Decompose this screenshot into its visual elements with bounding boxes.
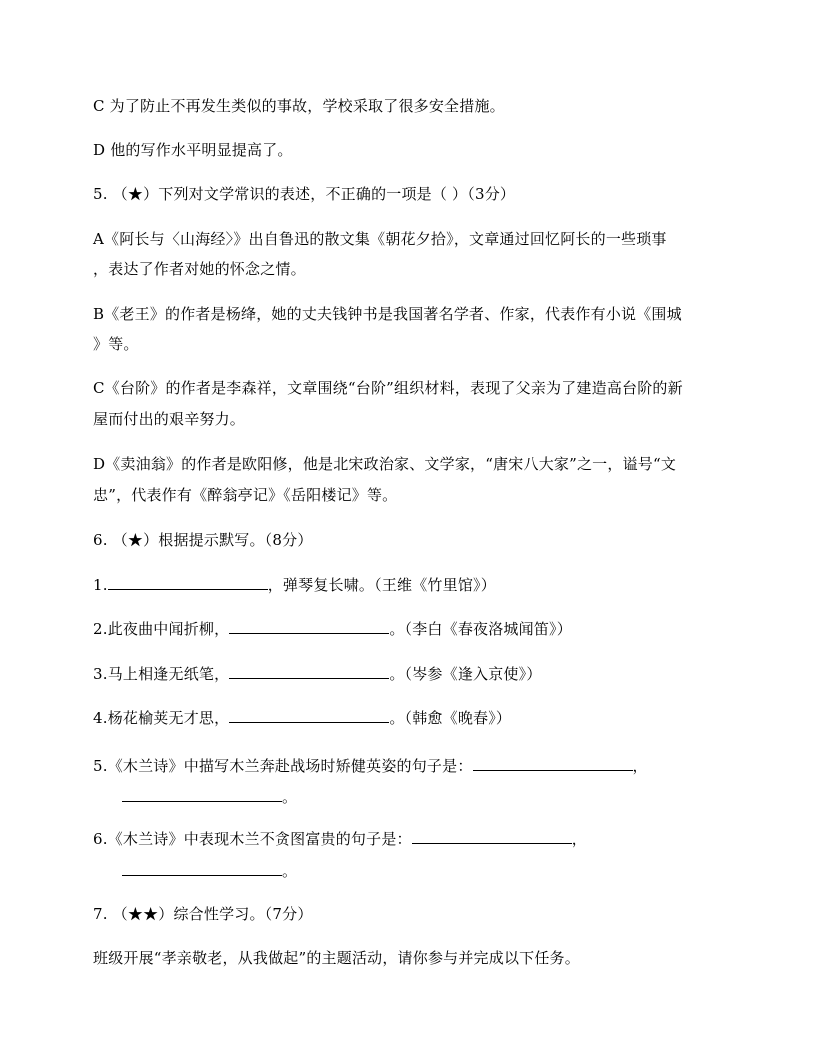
q6-item-4-source: 。（韩愈《晚春》） xyxy=(389,709,512,727)
q7-intro: 班级开展“孝亲敬老，从我做起”的主题活动，请你参与并完成以下任务。 xyxy=(93,949,580,967)
answer-blank-2[interactable] xyxy=(229,619,389,634)
q6-item-6-comma: ， xyxy=(571,830,587,848)
q6-item-5-end: 。 xyxy=(282,788,298,806)
q6-item-4-text: 4.杨花榆荚无才思， xyxy=(93,709,230,727)
q5-option-b-line2: 》等。 xyxy=(93,335,139,353)
answer-blank-1[interactable] xyxy=(108,575,268,590)
q6-item-2-text: 2.此夜曲中闻折柳， xyxy=(93,620,230,638)
q5-option-a-line2: ，表达了作者对她的怀念之情。 xyxy=(93,260,306,278)
q6-item-2-source: 。（李白《春夜洛城闻笛》） xyxy=(389,620,572,638)
answer-blank-6b[interactable] xyxy=(122,861,282,876)
q6-item-6 xyxy=(93,829,587,849)
answer-blank-6a[interactable] xyxy=(412,829,572,844)
q6-item-6-end: 。 xyxy=(282,862,298,880)
q6-item-3-text: 3.马上相逢无纸笔， xyxy=(93,665,230,683)
q6-item-3-source: 。（岑参《逢入京使》） xyxy=(389,665,542,683)
q4-option-d: D 他的写作水平明显提高了。 xyxy=(93,141,293,159)
q6-item-6-text: 6.《木兰诗》中表现木兰不贪图富贵的句子是： xyxy=(93,830,412,848)
q6-stem: 6. （★）根据提示默写。（8分） xyxy=(93,531,313,549)
q4-option-c: C 为了防止不再发生类似的事故，学校采取了很多安全措施。 xyxy=(93,97,505,115)
q5-stem: 5. （★）下列对文学常识的表述，不正确的一项是（ ）（3分） xyxy=(93,185,516,203)
q6-item-5-cont xyxy=(122,787,297,807)
q6-item-1-text: ，弹琴复长啸。（王维《竹里馆》） xyxy=(267,576,496,594)
q6-item-4 xyxy=(93,708,511,728)
q6-item-6-cont xyxy=(122,861,297,881)
q6-item-5-comma: ， xyxy=(632,757,648,775)
q6-item-3 xyxy=(93,664,542,684)
q5-option-c-line2: 屋而付出的艰辛努力。 xyxy=(93,410,246,428)
q5-option-d-line2: 忠”，代表作有《醉翁亭记》《岳阳楼记》等。 xyxy=(93,486,398,504)
q5-option-a-line1: A《阿长与〈山海经〉》出自鲁迅的散文集《朝花夕拾》，文章通过回忆阿长的一些琐事 xyxy=(93,230,667,248)
q6-item-5-text: 5.《木兰诗》中描写木兰奔赴战场时矫健英姿的句子是： xyxy=(93,757,473,775)
q5-option-b-line1: B《老王》的作者是杨绛，她的丈夫钱钟书是我国著名学者、作家，代表作有小说《围城 xyxy=(93,305,682,323)
q5-option-c-line1: C《台阶》的作者是李森祥，文章围绕“台阶”组织材料，表现了父亲为了建造高台阶的新 xyxy=(93,379,683,397)
q6-item-2 xyxy=(93,619,572,639)
answer-blank-5b[interactable] xyxy=(122,787,282,802)
q7-stem: 7. （★★）综合性学习。（7分） xyxy=(93,905,313,923)
q6-item-1-number: 1. xyxy=(93,576,108,594)
answer-blank-3[interactable] xyxy=(229,664,389,679)
answer-blank-4[interactable] xyxy=(229,708,389,723)
q6-item-5 xyxy=(93,756,648,776)
q5-option-d-line1: D《卖油翁》的作者是欧阳修，他是北宋政治家、文学家，“唐宋八大家”之一，谥号“文 xyxy=(93,455,677,473)
answer-blank-5a[interactable] xyxy=(473,756,633,771)
q6-item-1 xyxy=(93,575,496,595)
